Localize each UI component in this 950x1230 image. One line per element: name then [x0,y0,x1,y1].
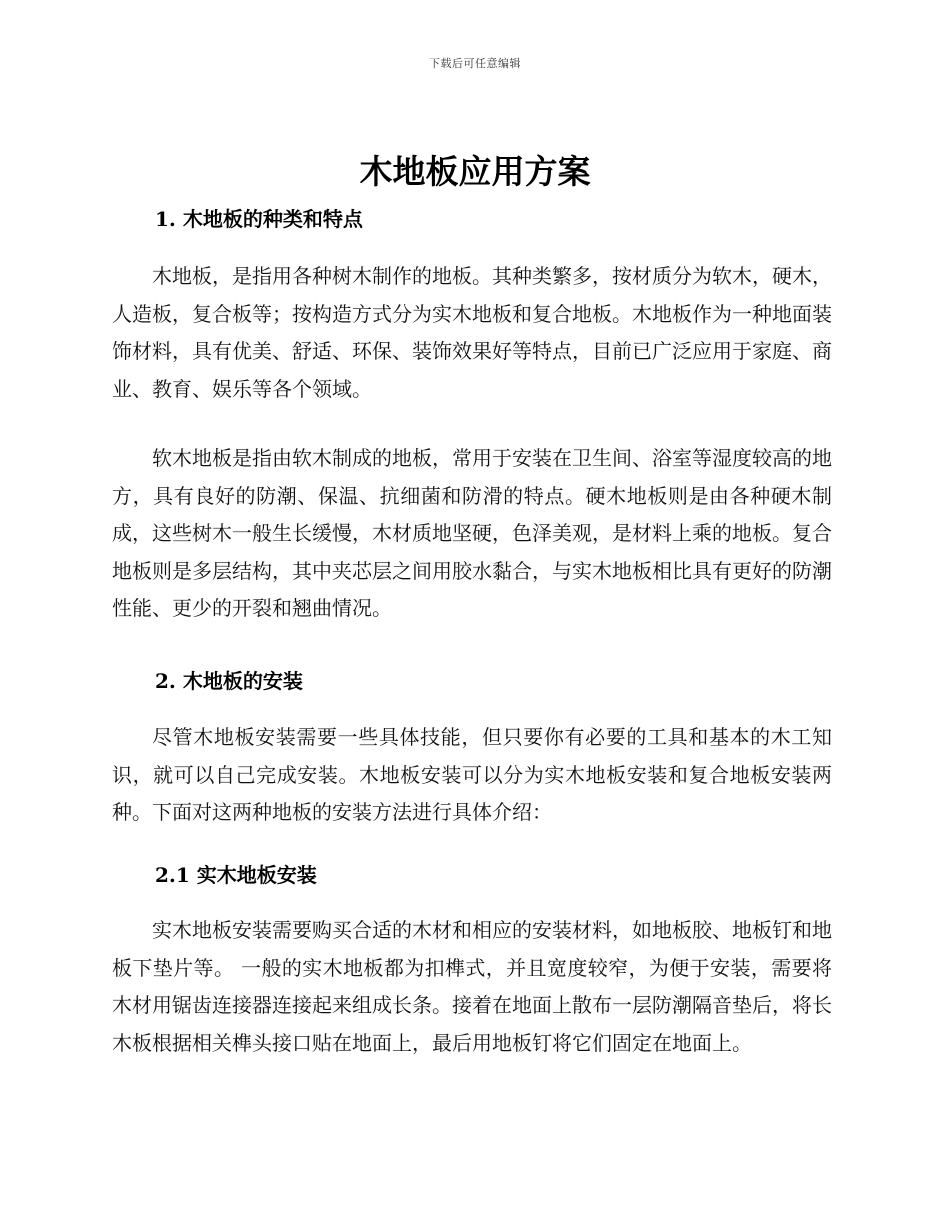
section-2-paragraph-1: 尽管木地板安装需要一些具体技能，但只要你有必要的工具和基本的木工知识，就可以自己完成安装。木地板安装可以分为实木地板安装和复合地板安装两种。下面对这两种地板的安装方法进行具体介绍： [112,725,832,825]
section-1-paragraph-2: 软木地板是指由软木制成的地板，常用于安装在卫生间、浴室等湿度较高的地方，具有良好的防潮、保温、抗细菌和防滑的特点。硬木地板则是由各种硬木制成，这些树木一般生长缓慢，木材质地坚硬，色泽美观，是材料上乘的地板。复合地板则是多层结构，其中夹芯层之间用胶水黏合，与实木地板相比具有更好的防潮性能、更少的开裂和翘曲情况。 [112,446,832,621]
header-note: 下载后可任意编辑 [429,57,521,70]
section-2-1-heading: 2.1 实木地板安装 [155,863,317,887]
section-2-heading: 2. 木地板的安装 [155,669,303,693]
section-1-paragraph-1: 木地板，是指用各种树木制作的地板。其种类繁多，按材质分为软木，硬木，人造板，复合板等；按构造方式分为实木地板和复合地板。木地板作为一种地面装饰材料，具有优美、舒适、环保、装饰效果好等特点，目前已广泛应用于家庭、商业、教育、娱乐等各个领域。 [112,264,832,401]
document-title: 木地板应用方案 [359,152,591,191]
section-1-heading: 1. 木地板的种类和特点 [155,207,363,231]
section-2-1-paragraph-1: 实木地板安装需要购买合适的木材和相应的安装材料，如地板胶、地板钉和地板下垫片等。 一般的实木地板都为扣榫式，并且宽度较窄，为便于安装，需要将木材用锯齿连接器连接起来组成长条。接着在地面上散布一层防潮隔音垫后，将长木板根据相关榫头接口贴在地面上，最后用地板钉将它们固定在地面上。 [112,918,832,1055]
